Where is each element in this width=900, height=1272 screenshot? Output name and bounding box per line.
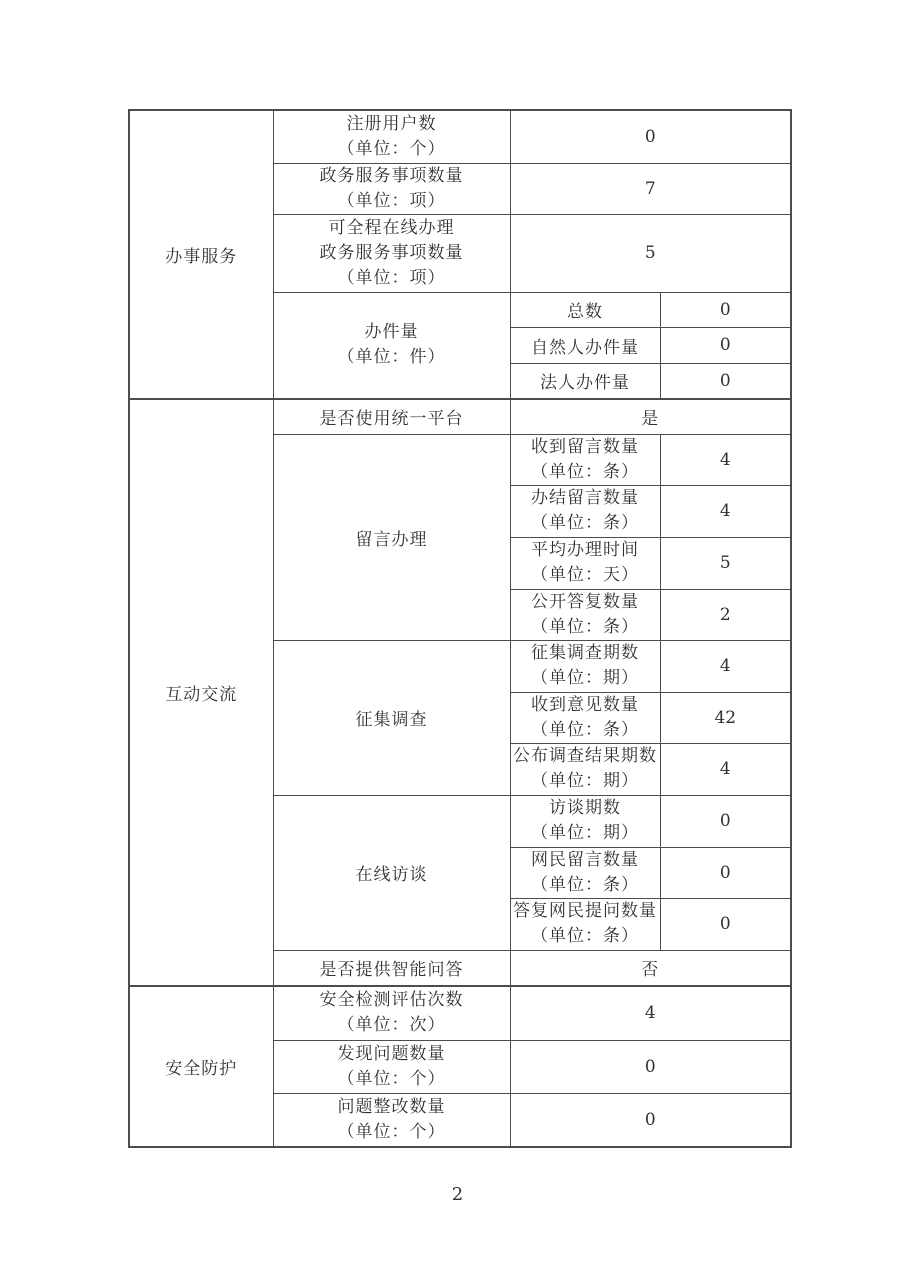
metric-value: 否	[641, 960, 660, 981]
subitem-name: 自然人办件量	[531, 337, 639, 358]
group-name: 在线访谈	[355, 865, 428, 885]
group-label-cell-caseload	[273, 292, 510, 399]
subitem-value: 2	[719, 604, 731, 625]
metric-label-cell	[273, 950, 510, 986]
group-name: 征集调查	[355, 710, 428, 730]
subitem-name: 征集调查期数	[531, 643, 639, 663]
metric-name: 安全检测评估次数	[319, 990, 464, 1011]
subitem-name: 网民留言数量	[531, 849, 639, 870]
metric-unit: （单位：个）	[337, 1121, 446, 1142]
group-label-cell-survey	[273, 640, 510, 795]
subitem-value-cell	[660, 847, 791, 898]
metric-name-line1: 可全程在线办理	[328, 217, 455, 238]
subitem-value: 5	[719, 553, 731, 573]
subitem-value: 0	[719, 299, 731, 320]
subitem-value-cell	[660, 692, 791, 743]
metric-unit: （单位：项）	[337, 190, 446, 211]
subitem-unit: （单位：期）	[531, 823, 639, 843]
metric-value-cell	[510, 950, 791, 986]
subitem-value: 4	[719, 449, 731, 470]
subitem-unit: （单位：条）	[531, 719, 639, 740]
page-number: 2	[451, 1184, 464, 1205]
subitem-name-cell	[510, 743, 660, 795]
subitem-name-cell	[510, 434, 660, 485]
subitem-value-cell	[660, 640, 791, 692]
metric-value: 0	[644, 126, 656, 147]
subitem-unit: （单位：条）	[531, 461, 639, 482]
subitem-unit: （单位：期）	[531, 771, 639, 791]
metric-unit: （单位：个）	[337, 138, 446, 159]
subitem-name: 总数	[567, 302, 603, 322]
group-name: 办件量	[364, 322, 419, 343]
metric-label-cell	[273, 110, 510, 163]
subitem-name-cell	[510, 692, 660, 743]
group-label-cell-online-interview	[273, 795, 510, 950]
metric-name: 发现问题数量	[337, 1043, 446, 1064]
subitem-name: 平均办理时间	[531, 540, 639, 560]
metric-unit: （单位：次）	[337, 1015, 446, 1036]
metric-label-cell	[273, 1093, 510, 1147]
subitem-value-cell	[660, 485, 791, 537]
metric-value-cell	[510, 1093, 791, 1147]
category-cell-interaction	[129, 399, 273, 986]
subitem-name: 答复网民提问数量	[513, 901, 657, 921]
category-cell-security	[129, 986, 273, 1147]
metric-name-line2: 政务服务事项数量	[319, 242, 464, 263]
metric-value-cell	[510, 986, 791, 1040]
subitem-name: 访谈期数	[549, 798, 621, 818]
category-label: 安全防护	[165, 1059, 238, 1079]
metric-name: 是否使用统一平台	[319, 409, 464, 430]
metric-label-cell	[273, 399, 510, 434]
subitem-name-cell	[510, 640, 660, 692]
subitem-name: 办结留言数量	[531, 488, 639, 508]
category-cell-office-services	[129, 110, 273, 399]
metric-unit: （单位：项）	[337, 267, 446, 288]
subitem-name-cell	[510, 847, 660, 898]
subitem-name: 收到意见数量	[531, 694, 639, 715]
subitem-unit: （单位：条）	[531, 926, 639, 946]
subitem-name-cell	[510, 363, 660, 399]
metric-value: 4	[644, 1003, 656, 1024]
subitem-name-cell	[510, 795, 660, 847]
metric-value: 0	[644, 1056, 656, 1077]
group-label-cell-message-handling	[273, 434, 510, 640]
report-table	[128, 109, 792, 1148]
subitem-value: 0	[719, 811, 731, 831]
group-unit: （单位：件）	[337, 347, 446, 368]
subitem-value-cell	[660, 537, 791, 589]
subitem-unit: （单位：期）	[531, 668, 639, 688]
subitem-value: 0	[719, 335, 731, 355]
category-label: 办事服务	[165, 247, 238, 267]
metric-name: 注册用户数	[346, 113, 437, 134]
subitem-value-cell	[660, 898, 791, 950]
subitem-value: 42	[714, 707, 737, 728]
subitem-value: 0	[719, 862, 731, 883]
metric-label-cell	[273, 214, 510, 292]
metric-value: 0	[644, 1109, 656, 1130]
metric-value-cell	[510, 110, 791, 163]
subitem-value: 0	[719, 914, 731, 934]
subitem-value-cell	[660, 795, 791, 847]
metric-value-cell	[510, 1040, 791, 1093]
metric-label-cell	[273, 986, 510, 1040]
subitem-value: 4	[719, 656, 731, 676]
subitem-value-cell	[660, 363, 791, 399]
subitem-name: 公开答复数量	[531, 591, 639, 612]
group-name: 留言办理	[355, 529, 428, 550]
metric-name: 问题整改数量	[337, 1096, 446, 1117]
subitem-value: 4	[719, 759, 731, 779]
subitem-name-cell	[510, 537, 660, 589]
subitem-unit: （单位：条）	[531, 513, 639, 533]
subitem-name: 公布调查结果期数	[513, 746, 657, 766]
subitem-name-cell	[510, 327, 660, 363]
metric-label-cell	[273, 1040, 510, 1093]
metric-value-cell	[510, 399, 791, 434]
subitem-name-cell	[510, 898, 660, 950]
metric-value: 5	[644, 243, 656, 263]
metric-name: 政务服务事项数量	[319, 165, 464, 186]
subitem-name: 收到留言数量	[531, 436, 639, 457]
subitem-unit: （单位：天）	[531, 565, 639, 585]
subitem-name-cell	[510, 292, 660, 327]
subitem-name-cell	[510, 589, 660, 640]
subitem-value-cell	[660, 589, 791, 640]
subitem-name-cell	[510, 485, 660, 537]
metric-label-cell	[273, 163, 510, 214]
subitem-value-cell	[660, 434, 791, 485]
subitem-value: 4	[719, 501, 731, 521]
metric-value: 是	[641, 409, 660, 430]
metric-value: 7	[644, 178, 656, 199]
subitem-unit: （单位：条）	[531, 874, 639, 895]
metric-name: 是否提供智能问答	[319, 960, 464, 981]
subitem-unit: （单位：条）	[531, 616, 639, 637]
metric-value-cell	[510, 163, 791, 214]
metric-value-cell	[510, 214, 791, 292]
metric-unit: （单位：个）	[337, 1068, 446, 1089]
subitem-value-cell	[660, 743, 791, 795]
subitem-value-cell	[660, 292, 791, 327]
subitem-name: 法人办件量	[540, 373, 630, 394]
category-label: 互动交流	[165, 685, 238, 705]
subitem-value: 0	[719, 370, 731, 391]
subitem-value-cell	[660, 327, 791, 363]
